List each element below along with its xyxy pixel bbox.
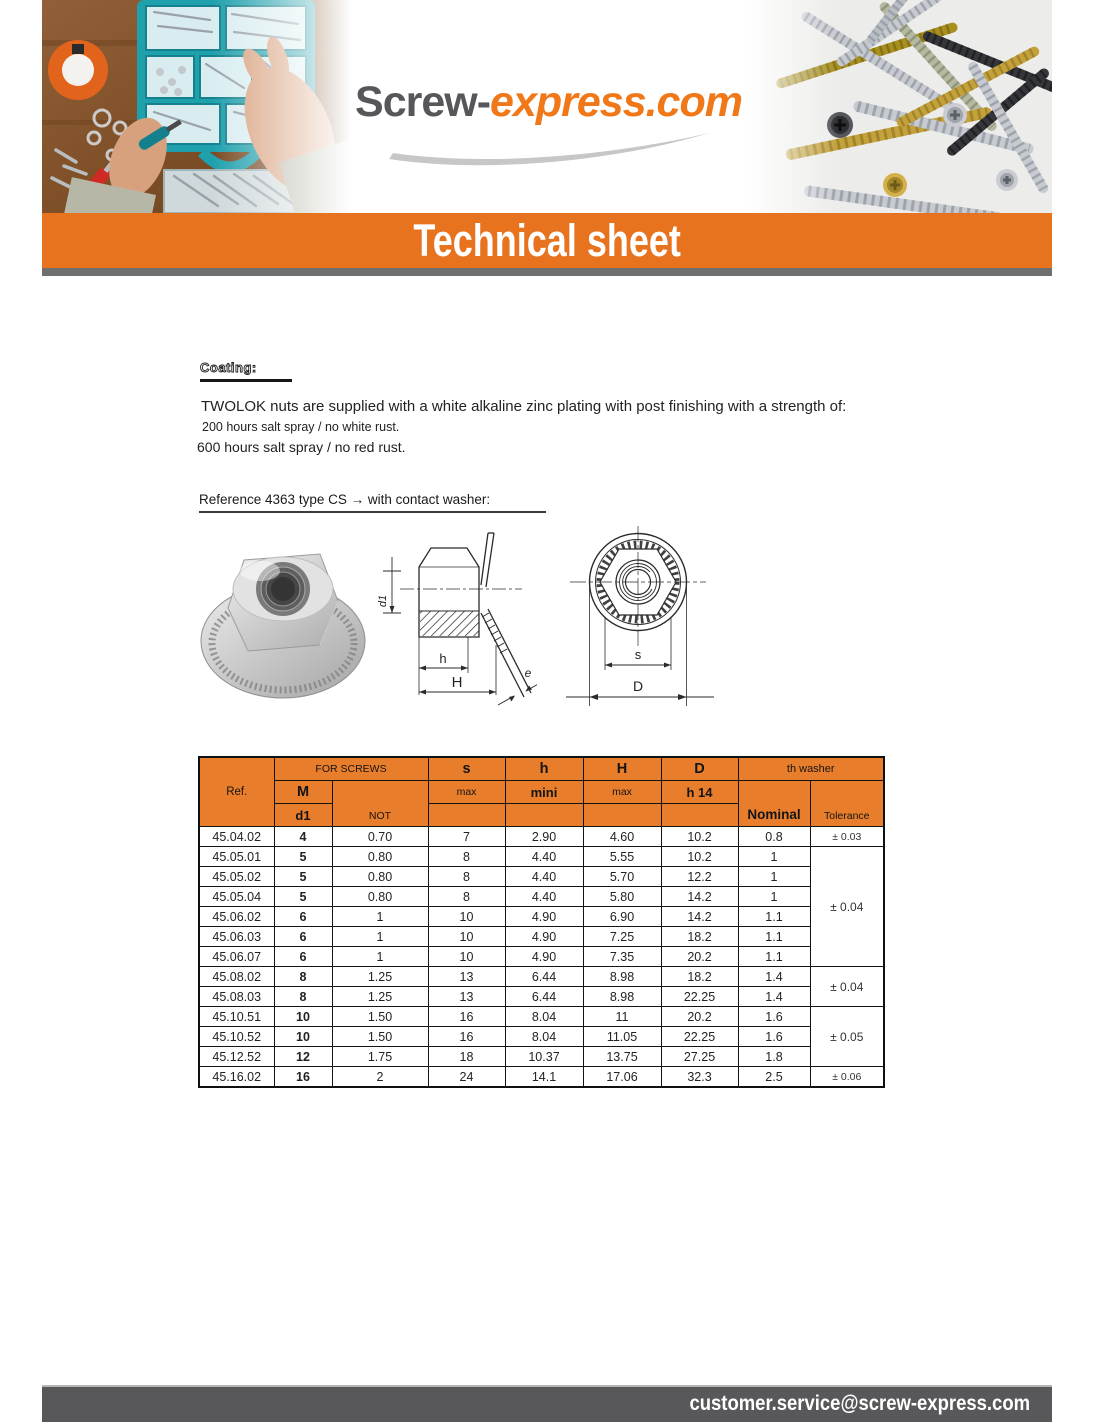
cell-H: 13.75 <box>583 1047 661 1067</box>
cell-ref: 45.12.52 <box>199 1047 274 1067</box>
cell-m: 6 <box>274 927 332 947</box>
cell-not: 1.50 <box>332 1007 428 1027</box>
header-H-max: max <box>583 781 661 804</box>
header-s: s <box>428 757 505 781</box>
cell-not: 1 <box>332 947 428 967</box>
cell-h: 4.40 <box>505 887 583 907</box>
cell-h: 4.40 <box>505 847 583 867</box>
cell-ref: 45.05.01 <box>199 847 274 867</box>
side-view-drawing <box>372 525 537 713</box>
cell-s: 10 <box>428 947 505 967</box>
cell-nominal: 1 <box>738 847 810 867</box>
cell-D: 10.2 <box>661 827 738 847</box>
table-header <box>199 757 884 827</box>
cell-h: 4.90 <box>505 927 583 947</box>
cell-m: 8 <box>274 967 332 987</box>
cell-s: 13 <box>428 987 505 1007</box>
cell-s: 13 <box>428 967 505 987</box>
banner-underline-bar <box>42 268 1052 276</box>
cell-h: 4.40 <box>505 867 583 887</box>
footer-email: customer.service@screw-express.com <box>689 1392 1030 1415</box>
cell-ref: 45.06.03 <box>199 927 274 947</box>
cell-nominal: 1 <box>738 887 810 907</box>
coating-line3: 600 hours salt spray / no red rust. <box>197 439 406 455</box>
cell-nominal: 1.1 <box>738 907 810 927</box>
cell-s: 8 <box>428 867 505 887</box>
table-body <box>199 827 884 1088</box>
cell-s: 8 <box>428 887 505 907</box>
cell-not: 1.75 <box>332 1047 428 1067</box>
table-row <box>199 987 884 1007</box>
top-view-drawing <box>556 520 746 714</box>
coating-line1: TWOLOK nuts are supplied with a white alkaline zinc plating with post finishing with a strength of: <box>201 398 847 415</box>
cell-nominal: 1.1 <box>738 947 810 967</box>
cell-not: 1 <box>332 927 428 947</box>
cell-h: 8.04 <box>505 1007 583 1027</box>
cell-s: 7 <box>428 827 505 847</box>
flange-nut-photo <box>198 523 368 703</box>
table-row <box>199 907 884 927</box>
cell-tolerance: ± 0.06 <box>810 1067 884 1088</box>
cell-m: 12 <box>274 1047 332 1067</box>
cell-not: 2 <box>332 1067 428 1088</box>
cell-tolerance: ± 0.05 <box>810 1007 884 1067</box>
table-row <box>199 1047 884 1067</box>
coating-underline <box>200 379 292 382</box>
cell-H: 8.98 <box>583 967 661 987</box>
cell-m: 4 <box>274 827 332 847</box>
cell-nominal: 2.5 <box>738 1067 810 1088</box>
cell-m: 16 <box>274 1067 332 1088</box>
cell-s: 10 <box>428 927 505 947</box>
header-h-mini: mini <box>505 781 583 804</box>
cell-not: 0.80 <box>332 847 428 867</box>
header-empty-h <box>505 804 583 827</box>
cell-not: 1.25 <box>332 987 428 1007</box>
cell-h: 6.44 <box>505 967 583 987</box>
cell-not: 0.70 <box>332 827 428 847</box>
reference-heading: Reference 4363 type CS → with contact washer: <box>199 492 546 513</box>
cell-D: 20.2 <box>661 947 738 967</box>
coating-heading: Coating: <box>200 360 257 375</box>
cell-nominal: 1 <box>738 867 810 887</box>
cell-ref: 45.04.02 <box>199 827 274 847</box>
header-H: H <box>583 757 661 781</box>
cell-ref: 45.06.07 <box>199 947 274 967</box>
cell-tolerance: ± 0.04 <box>810 847 884 967</box>
workbench-photo <box>42 0 352 213</box>
table-row <box>199 887 884 907</box>
cell-D: 14.2 <box>661 907 738 927</box>
logo-part1: Screw- <box>355 78 491 126</box>
table-row <box>199 867 884 887</box>
header-ref: Ref. <box>199 757 274 827</box>
header-tolerance: Tolerance <box>810 781 884 827</box>
cell-m: 5 <box>274 867 332 887</box>
cell-nominal: 1.4 <box>738 987 810 1007</box>
header-empty-H <box>583 804 661 827</box>
cell-s: 16 <box>428 1007 505 1027</box>
cell-s: 18 <box>428 1047 505 1067</box>
cell-D: 12.2 <box>661 867 738 887</box>
logo-part2: express.com <box>490 78 742 126</box>
page-title: Technical sheet <box>413 215 681 266</box>
top-label-D: D <box>632 678 644 694</box>
side-label-d1: d1 <box>377 594 389 608</box>
cell-H: 5.55 <box>583 847 661 867</box>
cell-H: 4.60 <box>583 827 661 847</box>
table-row <box>199 1007 884 1027</box>
cell-m: 8 <box>274 987 332 1007</box>
cell-h: 8.04 <box>505 1027 583 1047</box>
cell-H: 11 <box>583 1007 661 1027</box>
top-label-s: s <box>634 647 642 662</box>
cell-H: 6.90 <box>583 907 661 927</box>
cell-m: 6 <box>274 907 332 927</box>
coating-line2: 200 hours salt spray / no white rust. <box>202 420 400 434</box>
cell-ref: 45.05.02 <box>199 867 274 887</box>
cell-m: 10 <box>274 1007 332 1027</box>
logo <box>352 0 745 213</box>
cell-not: 0.80 <box>332 887 428 907</box>
header-d1: d1 <box>274 804 332 827</box>
logo-text <box>352 78 745 127</box>
header-for-screws: FOR SCREWS <box>274 757 428 781</box>
header-th-washer: th washer <box>738 757 884 781</box>
cell-m: 5 <box>274 887 332 907</box>
cell-not: 1 <box>332 907 428 927</box>
cell-ref: 45.05.04 <box>199 887 274 907</box>
cell-D: 32.3 <box>661 1067 738 1088</box>
cell-H: 11.05 <box>583 1027 661 1047</box>
cell-not: 1.25 <box>332 967 428 987</box>
technical-sheet-banner <box>42 213 1052 268</box>
cell-D: 14.2 <box>661 887 738 907</box>
logo-swoosh-icon <box>379 129 719 171</box>
cell-D: 10.2 <box>661 847 738 867</box>
cell-tolerance: ± 0.04 <box>810 967 884 1007</box>
cell-m: 5 <box>274 847 332 867</box>
header-empty-D <box>661 804 738 827</box>
dimensions-table <box>198 756 885 1088</box>
screws-pile-photo <box>745 0 1052 213</box>
cell-H: 7.25 <box>583 927 661 947</box>
cell-s: 24 <box>428 1067 505 1088</box>
cell-D: 20.2 <box>661 1007 738 1027</box>
cell-h: 2.90 <box>505 827 583 847</box>
cell-h: 4.90 <box>505 947 583 967</box>
header-h: h <box>505 757 583 781</box>
cell-D: 22.25 <box>661 987 738 1007</box>
cell-D: 18.2 <box>661 927 738 947</box>
cell-H: 5.70 <box>583 867 661 887</box>
cell-nominal: 1.6 <box>738 1027 810 1047</box>
header-s-max: max <box>428 781 505 804</box>
table-row <box>199 847 884 867</box>
table-row <box>199 947 884 967</box>
cell-m: 10 <box>274 1027 332 1047</box>
table-row <box>199 827 884 847</box>
table-row <box>199 1067 884 1088</box>
cell-ref: 45.08.03 <box>199 987 274 1007</box>
header-D: D <box>661 757 738 781</box>
cell-nominal: 1.8 <box>738 1047 810 1067</box>
cell-s: 16 <box>428 1027 505 1047</box>
cell-m: 6 <box>274 947 332 967</box>
cell-nominal: 0.8 <box>738 827 810 847</box>
cell-h: 14.1 <box>505 1067 583 1088</box>
cell-s: 10 <box>428 907 505 927</box>
cell-h: 6.44 <box>505 987 583 1007</box>
table-row <box>199 1027 884 1047</box>
cell-not: 0.80 <box>332 867 428 887</box>
cell-D: 27.25 <box>661 1047 738 1067</box>
side-label-H: H <box>451 674 463 691</box>
cell-not: 1.50 <box>332 1027 428 1047</box>
cell-ref: 45.06.02 <box>199 907 274 927</box>
cell-D: 22.25 <box>661 1027 738 1047</box>
cell-ref: 45.16.02 <box>199 1067 274 1088</box>
table-row <box>199 927 884 947</box>
header-not: NOT <box>332 781 428 827</box>
cell-h: 4.90 <box>505 907 583 927</box>
header-nominal: Nominal <box>738 781 810 827</box>
cell-H: 17.06 <box>583 1067 661 1088</box>
cell-H: 7.35 <box>583 947 661 967</box>
footer-bar <box>42 1385 1052 1422</box>
cell-nominal: 1.1 <box>738 927 810 947</box>
side-label-h: h <box>439 651 447 666</box>
cell-ref: 45.10.52 <box>199 1027 274 1047</box>
table-row <box>199 967 884 987</box>
cell-h: 10.37 <box>505 1047 583 1067</box>
cell-D: 18.2 <box>661 967 738 987</box>
header-m: M <box>274 781 332 804</box>
cell-ref: 45.10.51 <box>199 1007 274 1027</box>
cell-tolerance: ± 0.03 <box>810 827 884 847</box>
cell-H: 8.98 <box>583 987 661 1007</box>
cell-H: 5.80 <box>583 887 661 907</box>
cell-ref: 45.08.02 <box>199 967 274 987</box>
cell-nominal: 1.6 <box>738 1007 810 1027</box>
cell-s: 8 <box>428 847 505 867</box>
header-empty-s <box>428 804 505 827</box>
side-label-e: e <box>524 666 532 680</box>
cell-nominal: 1.4 <box>738 967 810 987</box>
header-D-h14: h 14 <box>661 781 738 804</box>
